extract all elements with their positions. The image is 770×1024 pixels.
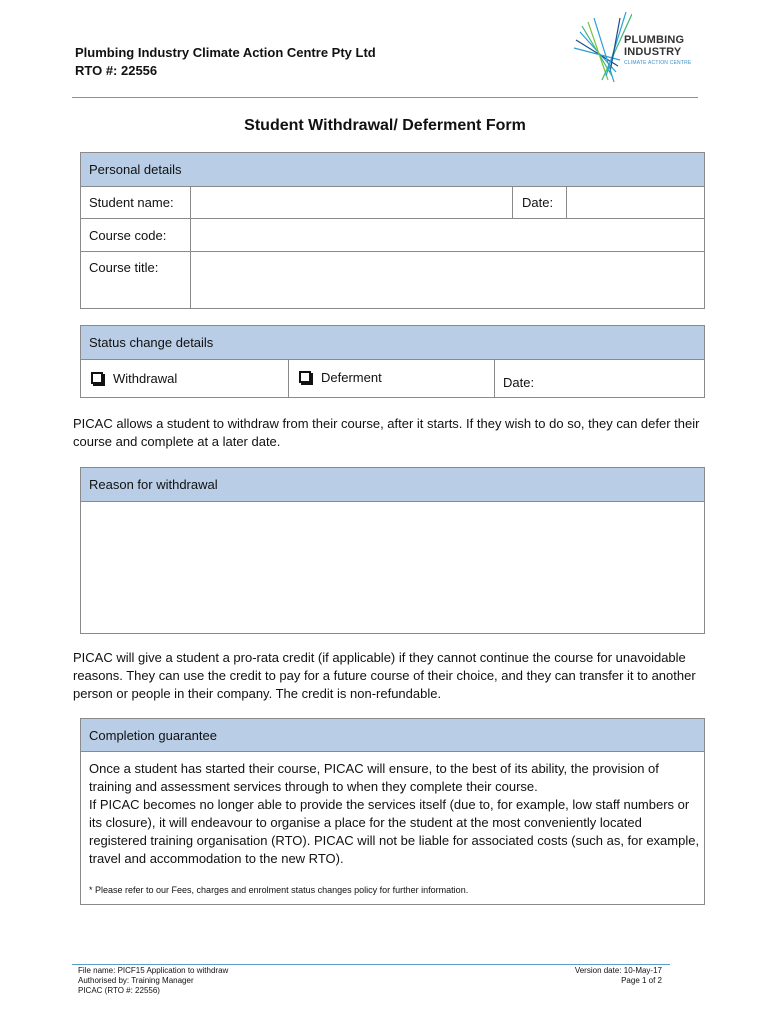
withdrawal-option[interactable] [91, 371, 177, 386]
student-name-label: Student name: [89, 195, 174, 210]
footer-divider [72, 964, 670, 965]
reason-header: Reason for withdrawal [81, 468, 704, 502]
plumbing-industry-logo-icon [572, 10, 632, 90]
course-code-label: Course code: [89, 228, 167, 243]
footer-file-name: File name: PICF15 Application to withdraw [78, 966, 229, 975]
header-divider [72, 97, 698, 98]
reason-table [80, 467, 705, 634]
policy-note: * Please refer to our Fees, charges and enrolment status changes policy for further information. [89, 885, 469, 895]
deferment-checkbox[interactable] [299, 371, 311, 383]
reason-textarea[interactable] [81, 502, 704, 633]
footer-authorised: Authorised by: Training Manager [78, 976, 194, 985]
completion-text-1: Once a student has started their course, PICAC will ensure, to the best of its ability, the provision of training and assessment services through to when they complete their course. [89, 761, 659, 794]
date-field[interactable] [568, 187, 704, 218]
completion-guarantee-table [80, 718, 705, 905]
organisation-block [75, 44, 376, 80]
rto-number: RTO #: 22556 [75, 63, 158, 78]
footer-right [575, 966, 662, 986]
personal-details-header: Personal details [81, 153, 704, 187]
logo [572, 10, 698, 90]
footer-rto: PICAC (RTO #: 22556) [78, 986, 160, 995]
withdraw-info-paragraph: PICAC allows a student to withdraw from their course, after it starts. If they wish to do so, they can defer their course and complete at a later date. [73, 416, 700, 449]
course-title-label: Course title: [89, 260, 159, 275]
organisation-name: Plumbing Industry Climate Action Centre Pty Ltd [75, 45, 376, 60]
status-change-header: Status change details [81, 326, 704, 360]
logo-text-line2: INDUSTRY [624, 46, 682, 58]
logo-text-line1: PLUMBING [624, 34, 685, 46]
withdrawal-label: Withdrawal [113, 371, 178, 386]
status-date-field[interactable] [541, 360, 704, 397]
personal-details-table [80, 152, 705, 309]
completion-text-2: If PICAC becomes no longer able to provide the services itself (due to, for example, low staff numbers or its closure), it will endeavour to organise a place for the student at the most conveniently located registered training organisation (RTO). PICAC will not be liable for associated costs (such as, for example, travel and accommodation to the new RTO). [89, 797, 700, 866]
deferment-option[interactable] [299, 370, 382, 385]
withdrawal-checkbox[interactable] [91, 372, 103, 384]
deferment-label: Deferment [321, 370, 382, 385]
course-title-field[interactable] [192, 252, 704, 308]
date-label: Date: [522, 195, 554, 210]
status-change-table [80, 325, 705, 398]
logo-text-line3: CLIMATE ACTION CENTRE [624, 60, 692, 66]
footer-page: Page 1 of 2 [621, 976, 662, 985]
footer-version: Version date: 10-May-17 [574, 966, 662, 975]
credit-info-paragraph: PICAC will give a student a pro-rata credit (if applicable) if they cannot continue the course for unavoidable reasons. They can use the credit to pay for a future course of their choice, and they can transfer it to another person or people in their company. The credit is non-refundable. [73, 650, 696, 701]
footer-left [78, 966, 228, 996]
course-code-field[interactable] [192, 219, 704, 250]
form-title: Student Withdrawal/ Deferment Form [244, 117, 526, 134]
status-date-label: Date: [503, 375, 535, 390]
student-name-field[interactable] [192, 187, 511, 218]
completion-guarantee-header: Completion guarantee [81, 719, 704, 752]
